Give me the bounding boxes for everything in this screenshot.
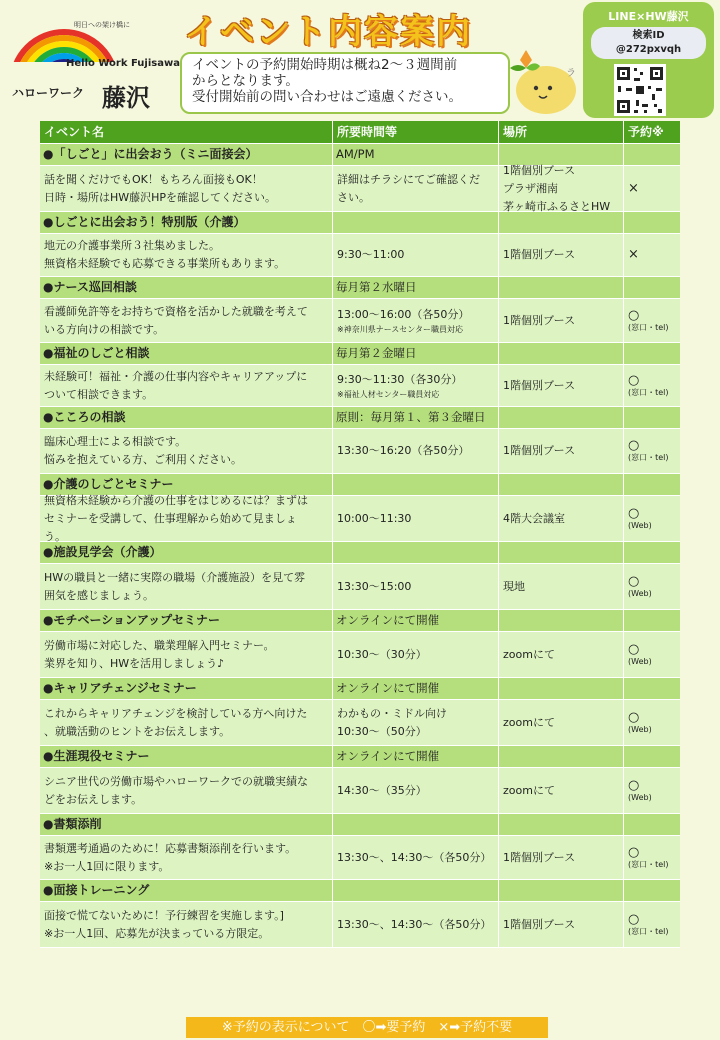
event-schedule: オンラインにて開催 bbox=[332, 610, 498, 631]
description-line: 日時・場所はHW藤沢HPを確認してください。 bbox=[44, 190, 277, 204]
notice-line: 受付開始前の問い合わせはご遠慮ください。 bbox=[192, 89, 462, 105]
event-head-place-cell bbox=[498, 277, 623, 298]
event-schedule bbox=[332, 542, 498, 563]
page-title: イベント内容案内 bbox=[184, 12, 472, 52]
event-detail-row bbox=[40, 299, 680, 343]
event-head-reserve-cell bbox=[623, 343, 680, 364]
place-line: 現地 bbox=[503, 579, 525, 593]
event-detail-row bbox=[40, 163, 680, 213]
reservation-mark: × bbox=[628, 180, 639, 196]
event-detail-row bbox=[40, 768, 680, 814]
event-schedule bbox=[332, 880, 498, 901]
description-line: これからキャリアチェンジを検討している方へ向けた bbox=[44, 706, 308, 720]
event-reservation bbox=[623, 299, 680, 342]
line-title: LINE×HW藤沢 bbox=[608, 10, 689, 23]
description-line: ついて相談できます。 bbox=[44, 387, 154, 401]
reservation-notice bbox=[180, 52, 510, 114]
event-description bbox=[40, 493, 332, 543]
event-list bbox=[40, 144, 680, 948]
event-head-place-cell bbox=[498, 610, 623, 631]
svg-text:ラ: ラ bbox=[566, 68, 576, 79]
event-head-place-cell bbox=[498, 542, 623, 563]
header-event-name: イベント名 bbox=[40, 121, 332, 143]
event-description bbox=[40, 299, 332, 342]
event-time bbox=[332, 496, 498, 541]
place-line: zoomにて bbox=[503, 647, 555, 661]
description-line: 看護師免許等をお持ちで資格を活かした就職を考えて bbox=[44, 304, 308, 318]
event-head-place-cell bbox=[498, 474, 623, 495]
event-title-row bbox=[40, 542, 680, 564]
place-line: 1階個別ブース bbox=[503, 850, 576, 864]
time-line: 詳細はチラシにてご確認くだ bbox=[337, 172, 480, 186]
event-title-row bbox=[40, 678, 680, 700]
event-schedule: 原則：毎月第１、第３金曜日 bbox=[332, 407, 498, 428]
event-name: ●こころの相談 bbox=[40, 407, 332, 428]
description-line: 無資格未経験でも応募できる事業所もあります。 bbox=[44, 257, 286, 270]
reservation-method: (窓口・tel) bbox=[628, 322, 669, 332]
event-reservation bbox=[623, 365, 680, 406]
time-line: ※福祉人材センター職員対応 bbox=[337, 390, 440, 399]
event-place bbox=[498, 564, 623, 609]
event-head-reserve-cell bbox=[623, 212, 680, 233]
event-detail-row bbox=[40, 632, 680, 678]
description-line: HWの職員と一緒に実際の職場（介護施設）を見て雰 bbox=[44, 570, 306, 584]
event-description bbox=[40, 166, 332, 211]
event-time bbox=[332, 365, 498, 406]
event-head-reserve-cell bbox=[623, 610, 680, 631]
reservation-legend: ※予約の表示について 〇➡要予約 ×➡予約不要 bbox=[186, 1017, 548, 1038]
header-duration: 所要時間等 bbox=[332, 121, 498, 143]
event-name: ●「しごと」に出会おう（ミニ面接会） bbox=[40, 144, 332, 165]
reservation-method: (窓口・tel) bbox=[628, 387, 669, 397]
event-title-row bbox=[40, 880, 680, 902]
reservation-method: (Web) bbox=[628, 656, 652, 666]
event-description bbox=[40, 365, 332, 406]
event-head-reserve-cell bbox=[623, 542, 680, 563]
event-description bbox=[40, 564, 332, 609]
time-line: 9:30～11:30（各30分） bbox=[337, 373, 463, 386]
event-name: ●施設見学会（介護） bbox=[40, 542, 332, 563]
reservation-mark: ○ bbox=[628, 372, 640, 388]
event-head-place-cell bbox=[498, 678, 623, 699]
event-title-row bbox=[40, 277, 680, 299]
place-line: プラザ湘南 bbox=[503, 181, 558, 195]
event-place bbox=[498, 768, 623, 813]
reservation-mark: ○ bbox=[628, 641, 640, 657]
event-detail-row bbox=[40, 564, 680, 610]
logo-name-en: Hello Work Fujisawa bbox=[66, 58, 180, 69]
logo-tagline: 明日への架け橋に bbox=[74, 21, 130, 29]
event-description bbox=[40, 700, 332, 745]
event-time bbox=[332, 234, 498, 276]
description-line: どをお伝えします。 bbox=[44, 792, 143, 806]
event-reservation bbox=[623, 166, 680, 211]
reservation-mark: × bbox=[628, 247, 639, 262]
event-reservation bbox=[623, 632, 680, 677]
event-name: ●書類添削 bbox=[40, 814, 332, 835]
description-line: 地元の介護事業所３社集めました。 bbox=[44, 239, 220, 252]
table-header-row bbox=[40, 121, 680, 144]
time-line: 13:30～16:20（各50分） bbox=[337, 444, 470, 457]
event-head-place-cell bbox=[498, 814, 623, 835]
description-line: 臨床心理士による相談です。 bbox=[44, 435, 187, 448]
header-place: 場所 bbox=[498, 121, 623, 143]
event-reservation bbox=[623, 429, 680, 473]
event-table bbox=[40, 121, 680, 948]
place-line: 4階大会議室 bbox=[503, 511, 565, 525]
event-time bbox=[332, 299, 498, 342]
description-line: 面接で慌てないために！予行練習を実施します。] bbox=[44, 908, 284, 922]
event-reservation bbox=[623, 700, 680, 745]
event-detail-row bbox=[40, 234, 680, 277]
event-title-row bbox=[40, 746, 680, 768]
event-head-place-cell bbox=[498, 343, 623, 364]
reservation-mark: ○ bbox=[628, 709, 640, 725]
event-place bbox=[498, 299, 623, 342]
event-time bbox=[332, 632, 498, 677]
event-name: ●キャリアチェンジセミナー bbox=[40, 678, 332, 699]
event-place bbox=[498, 365, 623, 406]
reservation-mark: ○ bbox=[628, 573, 640, 589]
description-line: う。 bbox=[44, 529, 66, 543]
event-head-place-cell bbox=[498, 407, 623, 428]
place-line: 茅ヶ崎市ふるさとHW bbox=[503, 199, 611, 213]
notice-line: からとなります。 bbox=[192, 73, 299, 89]
event-head-place-cell bbox=[498, 880, 623, 901]
event-description bbox=[40, 768, 332, 813]
time-line: 10:30～（50分） bbox=[337, 724, 427, 738]
description-line: ※お一人1回に限ります。 bbox=[44, 859, 170, 873]
event-reservation bbox=[623, 496, 680, 541]
event-time bbox=[332, 768, 498, 813]
notice-line: イベントの予約開始時期は概ね2～３週間前 bbox=[192, 57, 458, 73]
event-head-reserve-cell bbox=[623, 814, 680, 835]
event-head-reserve-cell bbox=[623, 678, 680, 699]
reservation-method: (Web) bbox=[628, 792, 652, 802]
event-place bbox=[498, 700, 623, 745]
place-line: 1階個別ブース bbox=[503, 917, 576, 931]
time-line: 14:30～（35分） bbox=[337, 783, 427, 797]
event-title-row bbox=[40, 610, 680, 632]
line-id-value: @272pxvqh bbox=[615, 44, 682, 55]
event-detail-row bbox=[40, 429, 680, 474]
event-time bbox=[332, 902, 498, 947]
time-line: 9:30～11:00 bbox=[337, 248, 405, 261]
time-line: 13:30～、14:30～（各50分） bbox=[337, 917, 492, 931]
reservation-method: (Web) bbox=[628, 520, 652, 530]
time-line: 13:30～15:00 bbox=[337, 579, 412, 593]
event-place bbox=[498, 632, 623, 677]
line-id-label: 検索ID bbox=[632, 30, 665, 41]
event-reservation bbox=[623, 902, 680, 947]
event-schedule: AM/PM bbox=[332, 144, 498, 165]
reservation-method: (Web) bbox=[628, 724, 652, 734]
place-line: 1階個別ブース bbox=[503, 163, 576, 177]
description-line: 未経験可！福祉・介護の仕事内容やキャリアアップに bbox=[44, 369, 308, 383]
event-name: ●しごとに出会おう！特別版（介護） bbox=[40, 212, 332, 233]
event-head-reserve-cell bbox=[623, 407, 680, 428]
description-line: いる方向けの相談です。 bbox=[44, 322, 165, 336]
description-line: 悩みを抱えている方、ご利用ください。 bbox=[44, 453, 242, 466]
mascot-icon bbox=[500, 40, 584, 120]
time-line: 13:00～16:00（各50分） bbox=[337, 308, 470, 321]
time-line: ※神奈川県ナースセンター職員対応 bbox=[337, 325, 463, 334]
reservation-method: (窓口・tel) bbox=[628, 859, 669, 869]
time-line: 10:00～11:30 bbox=[337, 511, 412, 525]
event-head-place-cell bbox=[498, 212, 623, 233]
reservation-mark: ○ bbox=[628, 777, 640, 793]
reservation-mark: ○ bbox=[628, 307, 640, 323]
description-line: 業界を知り、HWを活用しましょう♪ bbox=[44, 656, 225, 670]
event-place bbox=[498, 234, 623, 276]
place-line: zoomにて bbox=[503, 783, 555, 797]
event-schedule: オンラインにて開催 bbox=[332, 678, 498, 699]
event-description bbox=[40, 234, 332, 276]
place-line: 1階個別ブース bbox=[503, 444, 576, 457]
event-head-reserve-cell bbox=[623, 474, 680, 495]
event-name: ●福祉のしごと相談 bbox=[40, 343, 332, 364]
event-name: ●ナース巡回相談 bbox=[40, 277, 332, 298]
event-place bbox=[498, 902, 623, 947]
reservation-method: (窓口・tel) bbox=[628, 926, 669, 936]
event-description bbox=[40, 836, 332, 879]
event-name: ●面接トレーニング bbox=[40, 880, 332, 901]
logo-name-city: 藤沢 bbox=[102, 84, 150, 112]
description-line: 労働市場に対応した、職業理解入門セミナー。 bbox=[44, 638, 275, 652]
reservation-mark: ○ bbox=[628, 505, 640, 521]
place-line: zoomにて bbox=[503, 715, 555, 729]
header-reserve: 予約※ bbox=[623, 121, 680, 143]
event-schedule: 毎月第２水曜日 bbox=[332, 277, 498, 298]
reservation-method: (窓口・tel) bbox=[628, 453, 669, 462]
event-place bbox=[498, 163, 623, 213]
event-time bbox=[332, 700, 498, 745]
time-line: 10:30～（30分） bbox=[337, 647, 427, 661]
place-line: 1階個別ブース bbox=[503, 378, 576, 392]
reservation-mark: ○ bbox=[628, 438, 640, 453]
event-detail-row bbox=[40, 836, 680, 880]
reservation-mark: ○ bbox=[628, 844, 640, 860]
place-line: 1階個別ブース bbox=[503, 248, 576, 261]
event-description bbox=[40, 429, 332, 473]
event-reservation bbox=[623, 768, 680, 813]
description-line: シニア世代の労働市場やハローワークでの就職実績な bbox=[44, 774, 308, 788]
event-place bbox=[498, 496, 623, 541]
time-line: 13:30～、14:30～（各50分） bbox=[337, 850, 492, 864]
description-line: 、就職活動のヒントをお伝えします。 bbox=[44, 724, 231, 738]
line-info-box bbox=[583, 2, 714, 118]
event-reservation bbox=[623, 564, 680, 609]
event-reservation bbox=[623, 234, 680, 276]
description-line: 無資格未経験から介護の仕事をはじめるには？まずは bbox=[44, 493, 308, 507]
reservation-mark: ○ bbox=[628, 911, 640, 927]
event-reservation bbox=[623, 836, 680, 879]
event-description bbox=[40, 632, 332, 677]
event-head-reserve-cell bbox=[623, 277, 680, 298]
hello-work-logo bbox=[4, 6, 180, 114]
event-time bbox=[332, 166, 498, 211]
event-description bbox=[40, 902, 332, 947]
event-name: ●生涯現役セミナー bbox=[40, 746, 332, 767]
event-place bbox=[498, 429, 623, 473]
event-time bbox=[332, 564, 498, 609]
reservation-method: (Web) bbox=[628, 588, 652, 598]
time-line: さい。 bbox=[337, 190, 370, 204]
event-schedule bbox=[332, 814, 498, 835]
description-line: 書類選考通過のために！応募書類添削を行います。 bbox=[44, 841, 297, 855]
event-schedule: オンラインにて開催 bbox=[332, 746, 498, 767]
place-line: 1階個別ブース bbox=[503, 313, 576, 327]
event-schedule bbox=[332, 474, 498, 495]
event-detail-row bbox=[40, 902, 680, 948]
event-name: ●介護のしごとセミナー bbox=[40, 474, 332, 495]
description-line: セミナーを受講して、仕事理解から始めて見ましょ bbox=[44, 511, 297, 525]
logo-name-jp: ハローワーク bbox=[12, 86, 85, 100]
event-title-row bbox=[40, 814, 680, 836]
event-time bbox=[332, 429, 498, 473]
event-title-row bbox=[40, 212, 680, 234]
event-head-reserve-cell bbox=[623, 144, 680, 165]
event-time bbox=[332, 836, 498, 879]
qr-code-icon[interactable] bbox=[614, 64, 666, 116]
event-schedule: 毎月第２金曜日 bbox=[332, 343, 498, 364]
event-title-row bbox=[40, 343, 680, 365]
event-detail-row bbox=[40, 493, 680, 543]
event-detail-row bbox=[40, 700, 680, 746]
description-line: 囲気を感じましょう。 bbox=[44, 588, 154, 602]
event-place bbox=[498, 836, 623, 879]
description-line: 話を聞くだけでもOK！もちろん面接もOK！ bbox=[44, 172, 263, 186]
event-head-place-cell bbox=[498, 746, 623, 767]
event-name: ●モチベーションアップセミナー bbox=[40, 610, 332, 631]
event-head-reserve-cell bbox=[623, 880, 680, 901]
description-line: ※お一人1回、応募先が決まっている方限定。 bbox=[44, 926, 270, 940]
event-head-reserve-cell bbox=[623, 746, 680, 767]
event-schedule bbox=[332, 212, 498, 233]
time-line: わかもの・ミドル向け bbox=[337, 706, 447, 720]
event-detail-row bbox=[40, 365, 680, 407]
line-id-pill bbox=[591, 27, 706, 59]
event-title-row bbox=[40, 407, 680, 429]
